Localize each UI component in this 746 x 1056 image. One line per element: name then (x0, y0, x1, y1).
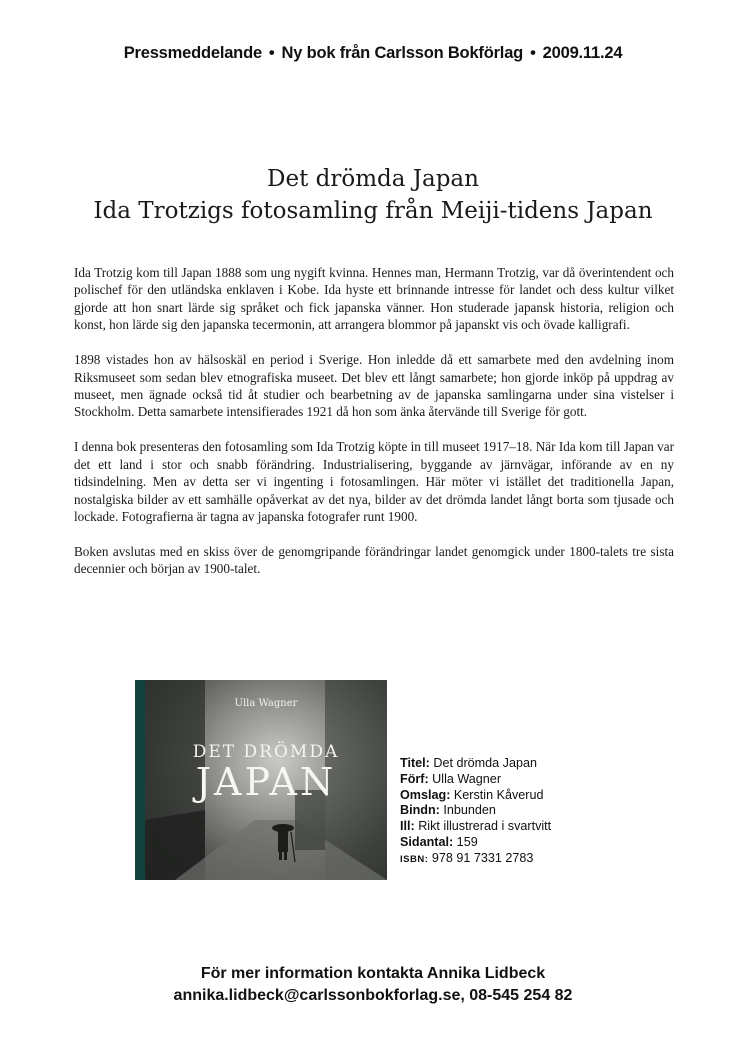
detail-value: Ulla Wagner (428, 771, 502, 786)
paragraph: Boken avslutas med en skiss över de genomgripande förändringar landet genomgick under 1800-talets tre sista decennier och början av 1900-talet. (74, 544, 674, 577)
paragraph: Ida Trotzig kom till Japan 1888 som ung nygift kvinna. Hennes man, Hermann Trotzig, var då överintendent och polischef för den utländska enklaven i Kobe. Ida hyste ett brinnande intresse för landet och dess kultur vilket gjorde att hon snart lärde sig språket och fick japanska vänner. Hon studerade japansk historia, religion och konst, hon lärde sig den japanska tecermonin, att arrangera blommor på japanskt vis och övade kalligrafi. (74, 265, 674, 333)
header-bullet-2: • (530, 44, 536, 62)
book-details (400, 756, 551, 868)
paragraph: 1898 vistades hon av hälsoskäl en period i Sverige. Hon inledde då ett samarbete med den avdelning inom Riksmuseet som sedan blev etnografiska museet. Det blev ett långt samarbete; hon gjorde inköp på uppdrag av museet, men ägnade också tid åt studier och bearbetning av de japanska samlingarna under sina vistelser i Stockholm. Detta samarbete intensifierades 1921 då hon som änka återvände till Sverige för gott. (74, 352, 674, 420)
cover-author: Ulla Wagner (234, 698, 298, 709)
detail-value: Det drömda Japan (429, 756, 537, 770)
detail-label: Förf: (400, 771, 429, 786)
press-header (0, 44, 746, 63)
contact-footer (0, 963, 746, 1007)
detail-value: Rikt illustrerad i svartvitt (414, 819, 552, 834)
detail-value: 159 (453, 834, 478, 849)
detail-row-isbn (400, 851, 551, 868)
cover-title-line-1: DET DRÖMDA (192, 742, 340, 762)
detail-label: Omslag: (400, 787, 451, 802)
cover-title-line-2: JAPAN (195, 760, 337, 804)
detail-value: 978 91 7331 2783 (428, 850, 534, 865)
detail-value: Kerstin Kåverud (450, 787, 544, 802)
detail-label: Bindn: (400, 803, 440, 818)
detail-label: Sidantal: (400, 834, 454, 849)
detail-label: Ill: (400, 819, 415, 834)
header-subject: Ny bok från Carlsson Bokförlag (281, 44, 524, 62)
document-title (0, 163, 746, 227)
detail-label: ISBN: (400, 853, 429, 865)
detail-value: Inbunden (439, 803, 496, 818)
body-text (74, 264, 674, 595)
contact-email-phone[interactable]: annika.lidbeck@carlssonbokforlag.se, 08-545 254 82 (173, 987, 573, 1004)
detail-row-illustrations (400, 819, 551, 835)
detail-row-cover-design (400, 788, 551, 804)
detail-row-title (400, 756, 551, 772)
paragraph: I denna bok presenteras den fotosamling som Ida Trotzig köpte in till museet 1917–18. När Ida kom till Japan var det ett land i stor och snabb förändring. Industrialisering, byggande av järnvägar, införande av en ny tidsindelning. Men av detta ser vi ingenting i fotosamlingen. Här möter vi istället det traditionella Japan, nostalgiska bilder av ett samhälle opåverkat av det nya, bilder av det drömda landet långt borta som tjusade och lockade. Fotografierna är tagna av japanska fotografer runt 1900. (74, 439, 674, 525)
detail-label: Titel: (400, 756, 430, 770)
book-spine (135, 680, 145, 880)
header-bullet-1: • (268, 44, 275, 62)
contact-line: För mer information kontakta Annika Lidbeck (200, 965, 546, 982)
title-line-2: Ida Trotzigs fotosamling från Meiji-tidens Japan (93, 198, 653, 224)
book-cover-image (135, 680, 387, 880)
detail-row-pages (400, 835, 551, 851)
header-label: Pressmeddelande (123, 44, 262, 62)
detail-row-binding (400, 803, 551, 819)
header-date: 2009.11.24 (542, 44, 623, 62)
title-line-1: Det drömda Japan (267, 166, 479, 192)
detail-row-author (400, 772, 551, 788)
